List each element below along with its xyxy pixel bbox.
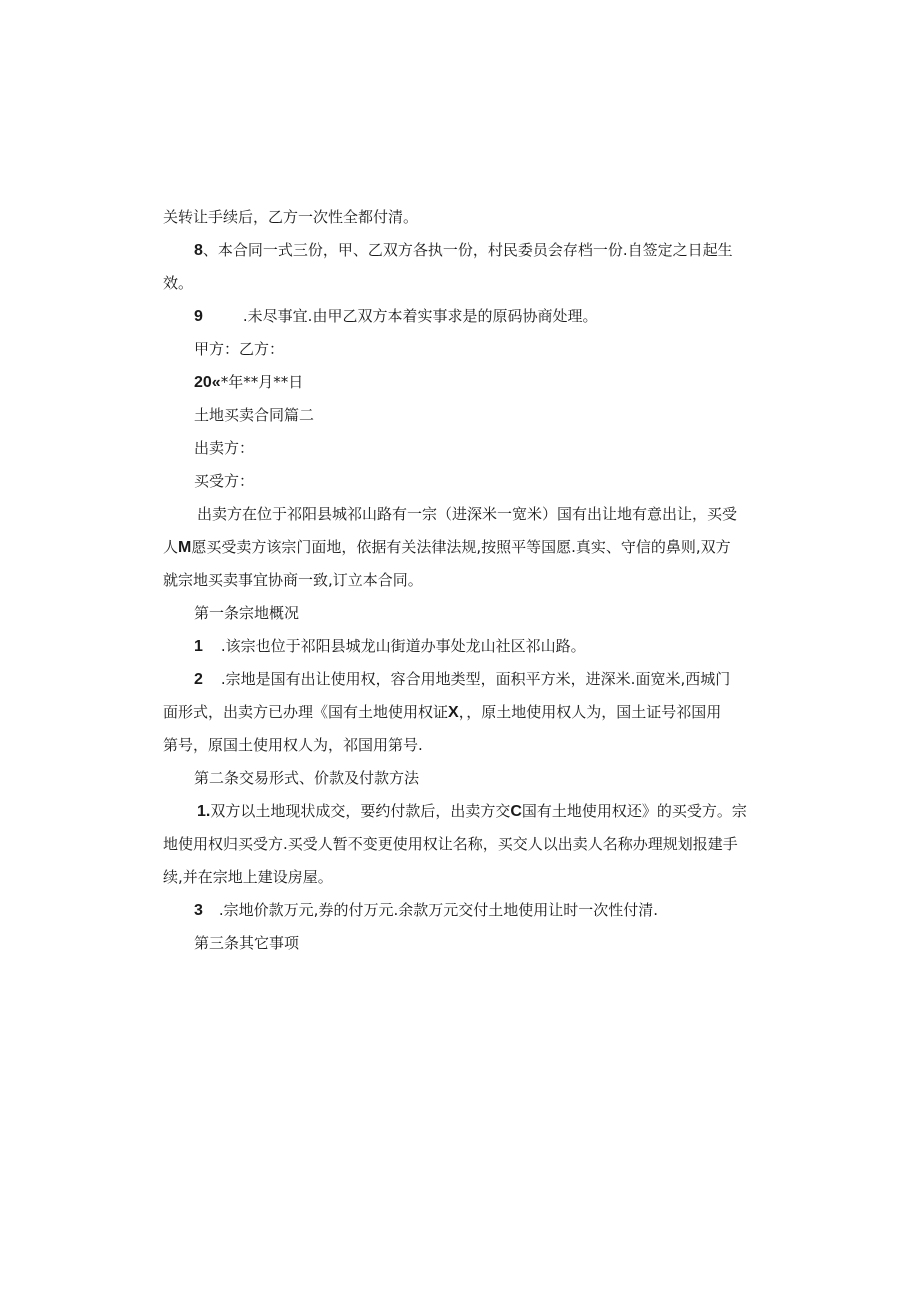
- text: 关转让手续后，乙方一次性全都付清。: [163, 208, 419, 226]
- paragraph-line: [163, 702, 721, 722]
- text: 就宗地买卖事宜协商一致,订立本合同。: [163, 571, 423, 589]
- buyer-line: [194, 471, 254, 491]
- text: 出卖方在位于祁阳县城祁山路有一宗（进深米一宽米）国有出让地有意出让，买受: [197, 505, 738, 523]
- text: 续,并在宗地上建设房屋。: [163, 868, 333, 886]
- text: ，，原土地使用权人为，国土证号祁国用: [458, 703, 722, 721]
- clause-9: [194, 306, 597, 326]
- paragraph-line: [197, 504, 737, 524]
- text: .宗地是国有出让使用权，容合用地类型，面积平方米，进深米.面宽米,西城门: [220, 670, 731, 688]
- text: 国有土地使用权还》的买受方。宗: [521, 802, 747, 820]
- clause-2: [194, 669, 730, 689]
- text: 面形式，出卖方已办理《国有土地使用权证: [163, 703, 449, 721]
- clause-number: 1: [194, 638, 203, 655]
- article-heading: [194, 933, 299, 953]
- article-heading: [194, 603, 299, 623]
- article-heading: [194, 768, 419, 788]
- paragraph-line: [163, 537, 731, 557]
- signature-line: [194, 339, 284, 359]
- clause-number: 2: [194, 671, 203, 688]
- paragraph-line: [163, 834, 738, 854]
- date-year: 20«: [194, 374, 221, 391]
- text: .该宗也位于祁阳县城龙山街道办事处龙山社区祁山路。: [220, 637, 586, 655]
- paragraph-line: [163, 207, 418, 227]
- section-title: [194, 405, 314, 425]
- text: .未尽事宜.由甲乙双方本着实事求是的原码协商处理。: [242, 307, 598, 325]
- text: 第二条交易形式、价款及付款方法: [194, 769, 420, 787]
- clause-8: [194, 240, 733, 260]
- text: 愿买受卖方该宗门面地，依据有关法律法规,按照平等国愿.真实、守信的鼻则,双方: [191, 538, 731, 556]
- text: 地使用权归买受方.买受人暂不变更使用权让名称，买交人以出卖人名称办理规划报建手: [163, 835, 738, 853]
- clause-number: 8: [194, 242, 203, 259]
- text-bold: M: [178, 539, 192, 556]
- paragraph-line: [163, 735, 423, 755]
- seller-line: [194, 438, 254, 458]
- text: 第一条宗地概况: [194, 604, 300, 622]
- text-bold: X: [448, 704, 459, 721]
- clause-number: 3: [194, 902, 203, 919]
- clause-3: [194, 900, 658, 920]
- clause-number: 9: [194, 308, 203, 325]
- text: 土地买卖合同篇二: [194, 406, 315, 424]
- clause-1: [194, 636, 586, 656]
- text: 双方以土地现状成交，要约付款后，出卖方交: [210, 802, 511, 820]
- date-line: [194, 372, 303, 392]
- paragraph-line: [163, 273, 193, 293]
- paragraph-line: [163, 867, 333, 887]
- clause-1: [197, 801, 747, 821]
- clause-number: 1.: [197, 803, 211, 820]
- text: 第三条其它事项: [194, 934, 300, 952]
- text: 、本合同一式三份，甲、乙双方各执一份，村民委员会存档一份.自签定之日起生: [202, 241, 733, 259]
- text: .宗地价款万元,券的付万元.余款万元交付土地使用让时一次性付清.: [218, 901, 658, 919]
- paragraph-line: [163, 570, 423, 590]
- text: 效。: [163, 274, 194, 292]
- text: 买受方：: [194, 472, 255, 490]
- text: 第号，原国土使用权人为，祁国用第号.: [163, 736, 423, 754]
- text-bold: C: [510, 803, 522, 820]
- text: 甲方：乙方：: [194, 340, 285, 358]
- text: *年**月**日: [220, 373, 304, 391]
- text: 出卖方：: [194, 439, 255, 457]
- text: 人: [163, 538, 179, 556]
